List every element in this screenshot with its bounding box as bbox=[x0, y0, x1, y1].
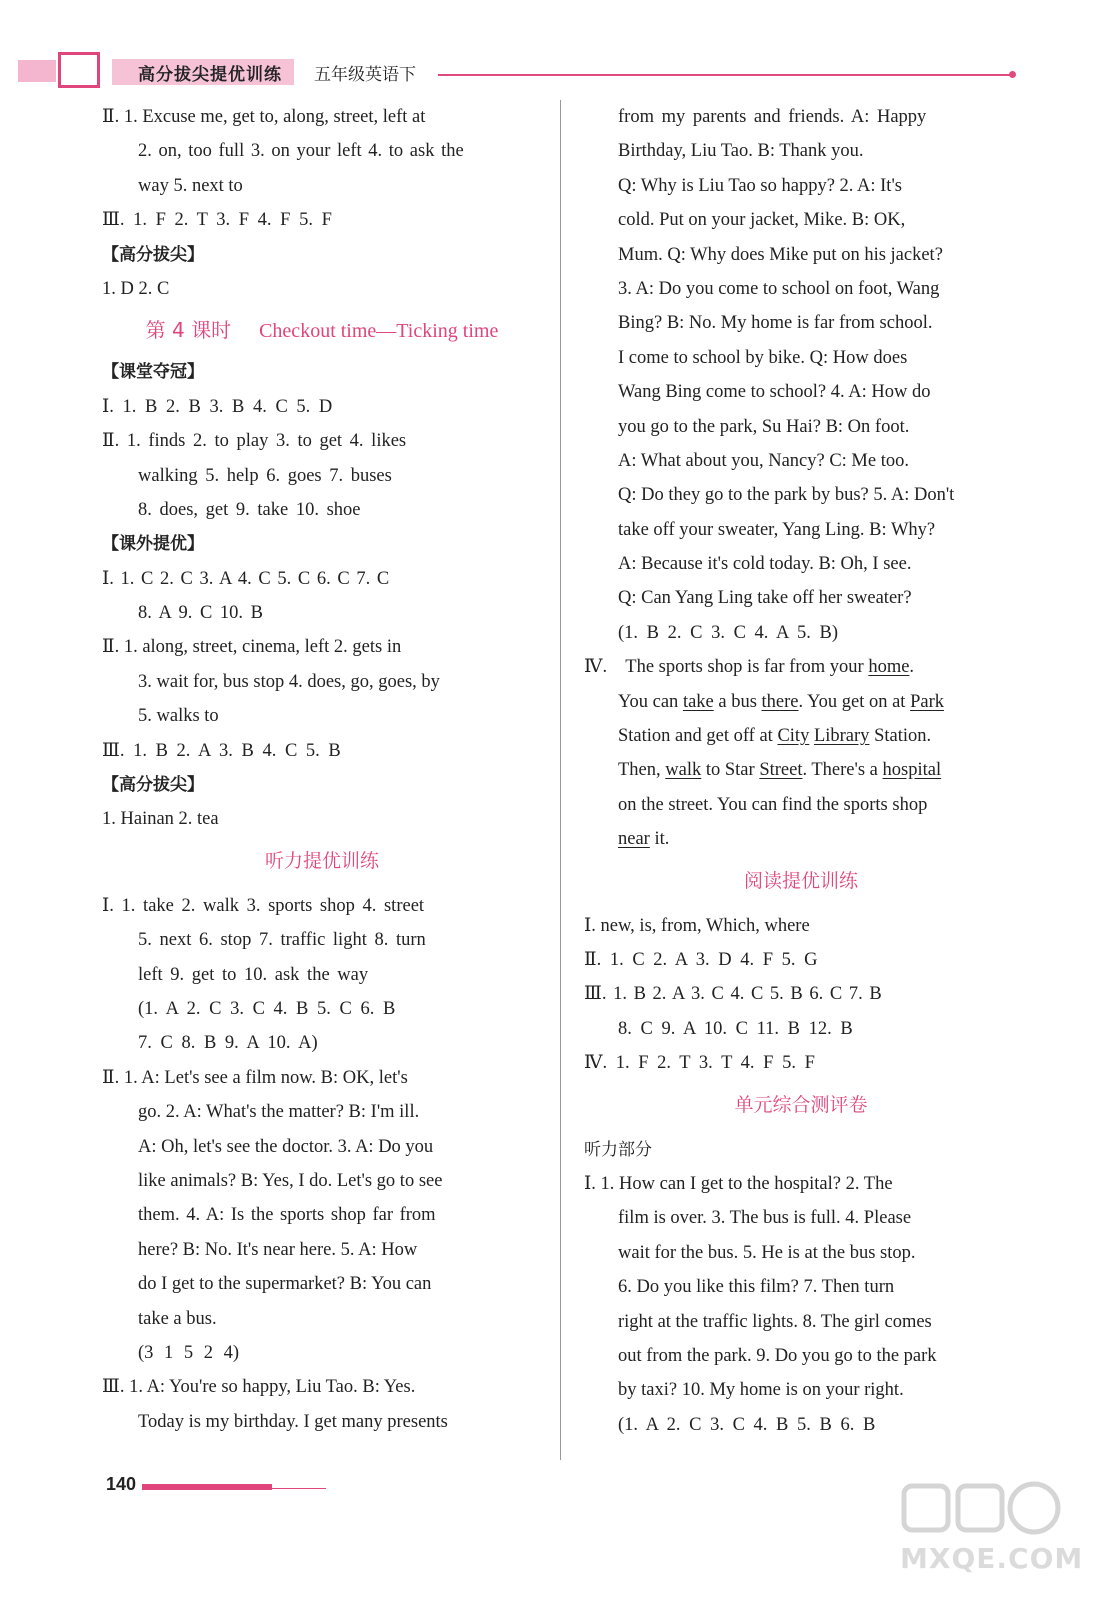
watermark-text: MXQE.COM bbox=[900, 1542, 1084, 1575]
blank-answer: City bbox=[777, 726, 810, 747]
header-decor-box bbox=[58, 52, 100, 88]
answer-line: them. 4. A: Is the sports shop far from bbox=[138, 1205, 436, 1226]
section-heading: 【课外提优】 bbox=[102, 534, 204, 555]
answer-line: Bing? B: No. My home is far from school. bbox=[618, 313, 933, 334]
passage-text: . bbox=[909, 657, 915, 678]
listening-section-title: 听力提优训练 bbox=[264, 849, 379, 872]
answer-line: by taxi? 10. My home is on your right. bbox=[618, 1380, 904, 1401]
footer-decor-bar bbox=[142, 1484, 272, 1490]
answer-line: take off your sweater, Yang Ling. B: Why? bbox=[618, 519, 936, 540]
passage-line bbox=[584, 650, 1018, 684]
passage-text: a bus bbox=[713, 691, 762, 712]
answer-line: (1. B 2. C 3. C 4. A 5. B) bbox=[618, 622, 838, 643]
answer-line: Ⅰ. 1. C 2. C 3. A 4. C 5. C 6. C 7. C bbox=[102, 568, 390, 589]
answer-line: 3. A: Do you come to school on foot, Wang bbox=[618, 278, 940, 299]
blank-answer: there bbox=[761, 691, 799, 712]
answer-line: out from the park. 9. Do you go to the park bbox=[618, 1345, 937, 1366]
answer-line: film is over. 3. The bus is full. 4. Please bbox=[618, 1208, 912, 1229]
answer-line: left 9. get to 10. ask the way bbox=[138, 964, 369, 985]
answer-line: Ⅰ. 1. B 2. B 3. B 4. C 5. D bbox=[102, 396, 333, 417]
answer-line: Q: Do they go to the park by bus? 5. A: Don't bbox=[618, 485, 955, 506]
answer-line: Ⅱ. 1. C 2. A 3. D 4. F 5. G bbox=[584, 949, 818, 970]
blank-answer: home bbox=[868, 657, 910, 678]
answer-line: cold. Put on your jacket, Mike. B: OK, bbox=[618, 210, 906, 231]
answer-line: from my parents and friends. A: Happy bbox=[618, 107, 927, 127]
answer-line: 7. C 8. B 9. A 10. A) bbox=[138, 1033, 318, 1054]
section-heading: 听力部分 bbox=[584, 1139, 652, 1160]
answer-line: Ⅰ. 1. take 2. walk 3. sports shop 4. street bbox=[102, 895, 425, 916]
answer-line: Ⅳ. 1. F 2. T 3. T 4. F 5. F bbox=[584, 1053, 815, 1074]
answer-line: take a bus. bbox=[138, 1308, 217, 1329]
passage-line bbox=[584, 753, 1018, 787]
answer-line: (1. A 2. C 3. C 4. B 5. C 6. B bbox=[138, 998, 396, 1019]
passage-line bbox=[584, 822, 1018, 856]
section-heading: 【高分拔尖】 bbox=[102, 244, 204, 265]
blank-answer: Library bbox=[813, 726, 870, 747]
blank-answer: Street bbox=[759, 760, 803, 781]
answer-line: 8. A 9. C 10. B bbox=[138, 603, 263, 624]
page-header bbox=[0, 46, 1094, 96]
answer-line: Ⅱ. 1. finds 2. to play 3. to get 4. likes bbox=[102, 431, 407, 452]
answer-line: right at the traffic lights. 8. The girl comes bbox=[618, 1311, 932, 1332]
answer-line: (3 1 5 2 4) bbox=[138, 1342, 240, 1363]
series-title: 高分拔尖提优训练 bbox=[138, 65, 282, 85]
watermark bbox=[900, 1480, 1084, 1590]
answer-line: you go to the park, Su Hai? B: On foot. bbox=[618, 416, 910, 437]
answer-line: 5. walks to bbox=[138, 706, 219, 727]
blank-answer: hospital bbox=[882, 760, 942, 781]
lesson-title bbox=[102, 306, 542, 355]
blank-answer: near bbox=[618, 829, 650, 850]
passage-text: . You get on at bbox=[798, 691, 911, 712]
passage-text: Ⅳ. The sports shop is far from your bbox=[584, 657, 869, 678]
answer-line: A: Because it's cold today. B: Oh, I see. bbox=[618, 554, 912, 575]
answer-line: Mum. Q: Why does Mike put on his jacket? bbox=[618, 244, 943, 265]
answer-line: way 5. next to bbox=[138, 175, 243, 196]
answer-line: walking 5. help 6. goes 7. buses bbox=[138, 465, 392, 486]
passage-line bbox=[584, 685, 1018, 719]
answer-line: 6. Do you like this film? 7. Then turn bbox=[618, 1277, 895, 1298]
passage-text: to Star bbox=[701, 760, 760, 781]
header-rule-dot bbox=[1009, 71, 1016, 78]
answer-line: 2. on, too full 3. on your left 4. to ask the bbox=[138, 141, 464, 162]
blank-answer: walk bbox=[665, 760, 702, 781]
passage-line bbox=[584, 719, 1018, 753]
reading-section-title: 阅读提优训练 bbox=[743, 869, 858, 892]
passage-text: You can bbox=[618, 691, 683, 712]
lesson-name: Checkout time—Ticking time bbox=[259, 320, 499, 343]
answer-line: Ⅱ. 1. Excuse me, get to, along, street, left at bbox=[102, 107, 426, 127]
answer-line: A: What about you, Nancy? C: Me too. bbox=[618, 450, 909, 471]
unit-test-title: 单元综合测评卷 bbox=[734, 1093, 868, 1116]
passage-text: Station and get off at bbox=[618, 726, 778, 747]
answer-line: Birthday, Liu Tao. B: Thank you. bbox=[618, 141, 864, 162]
answer-line: 8. C 9. A 10. C 11. B 12. B bbox=[618, 1018, 853, 1039]
column-divider bbox=[560, 100, 561, 1460]
answer-line: Today is my birthday. I get many presents bbox=[138, 1411, 448, 1432]
answer-line: Ⅲ. 1. F 2. T 3. F 4. F 5. F bbox=[102, 210, 332, 231]
section-heading: 【高分拔尖】 bbox=[102, 775, 204, 796]
answer-line: Ⅰ. 1. How can I get to the hospital? 2. The bbox=[584, 1173, 893, 1194]
answer-line: like animals? B: Yes, I do. Let's go to see bbox=[138, 1170, 443, 1191]
answer-line: here? B: No. It's near here. 5. A: How bbox=[138, 1239, 418, 1260]
answer-line: Ⅲ. 1. A: You're so happy, Liu Tao. B: Yes. bbox=[102, 1377, 416, 1398]
answer-line: 3. wait for, bus stop 4. does, go, goes, by bbox=[138, 671, 440, 692]
passage-text: Then, bbox=[618, 760, 666, 781]
answer-line: on the street. You can find the sports shop bbox=[618, 794, 928, 815]
answer-line: Wang Bing come to school? 4. A: How do bbox=[618, 382, 931, 403]
blank-answer: take bbox=[682, 691, 714, 712]
right-column bbox=[584, 100, 1018, 1442]
answer-line: wait for the bus. 5. He is at the bus stop. bbox=[618, 1242, 916, 1263]
answer-line: 1. Hainan 2. tea bbox=[102, 809, 219, 830]
page-number: 140 bbox=[106, 1474, 137, 1494]
header-rule bbox=[438, 74, 1012, 76]
passage-text: it. bbox=[649, 829, 670, 850]
answer-line: (1. A 2. C 3. C 4. B 5. B 6. B bbox=[618, 1414, 876, 1435]
answer-line: do I get to the supermarket? B: You can bbox=[138, 1274, 432, 1295]
answer-line: 8. does, get 9. take 10. shoe bbox=[138, 499, 361, 520]
answer-line: 5. next 6. stop 7. traffic light 8. turn bbox=[138, 930, 426, 951]
answer-line: Q: Why is Liu Tao so happy? 2. A: It's bbox=[618, 175, 902, 196]
answer-line: Ⅰ. new, is, from, Which, where bbox=[584, 915, 810, 936]
answer-line: Ⅱ. 1. along, street, cinema, left 2. gets in bbox=[102, 637, 402, 658]
answer-line: go. 2. A: What's the matter? B: I'm ill. bbox=[138, 1102, 420, 1123]
answer-line: 1. D 2. C bbox=[102, 278, 170, 299]
answer-line: Ⅱ. 1. A: Let's see a film now. B: OK, let's bbox=[102, 1067, 408, 1088]
left-column bbox=[102, 100, 542, 1439]
watermark-logo-icon bbox=[900, 1480, 1070, 1540]
answer-line: Ⅲ. 1. B 2. A 3. B 4. C 5. B bbox=[102, 740, 341, 761]
passage-text: Station. bbox=[869, 726, 932, 747]
blank-answer: Park bbox=[910, 691, 944, 712]
footer-rule bbox=[272, 1488, 326, 1489]
answer-line: Q: Can Yang Ling take off her sweater? bbox=[618, 588, 912, 609]
lesson-number: 第 4 课时 bbox=[145, 318, 232, 343]
passage-text: . There's a bbox=[802, 760, 883, 781]
header-decor-bar bbox=[18, 60, 56, 82]
answer-line: Ⅲ. 1. B 2. A 3. C 4. C 5. B 6. C 7. B bbox=[584, 984, 882, 1005]
section-heading: 【课堂夺冠】 bbox=[102, 362, 204, 383]
book-title: 五年级英语下 bbox=[314, 65, 416, 85]
answer-line: A: Oh, let's see the doctor. 3. A: Do you bbox=[138, 1136, 434, 1157]
answer-line: I come to school by bike. Q: How does bbox=[618, 347, 908, 368]
